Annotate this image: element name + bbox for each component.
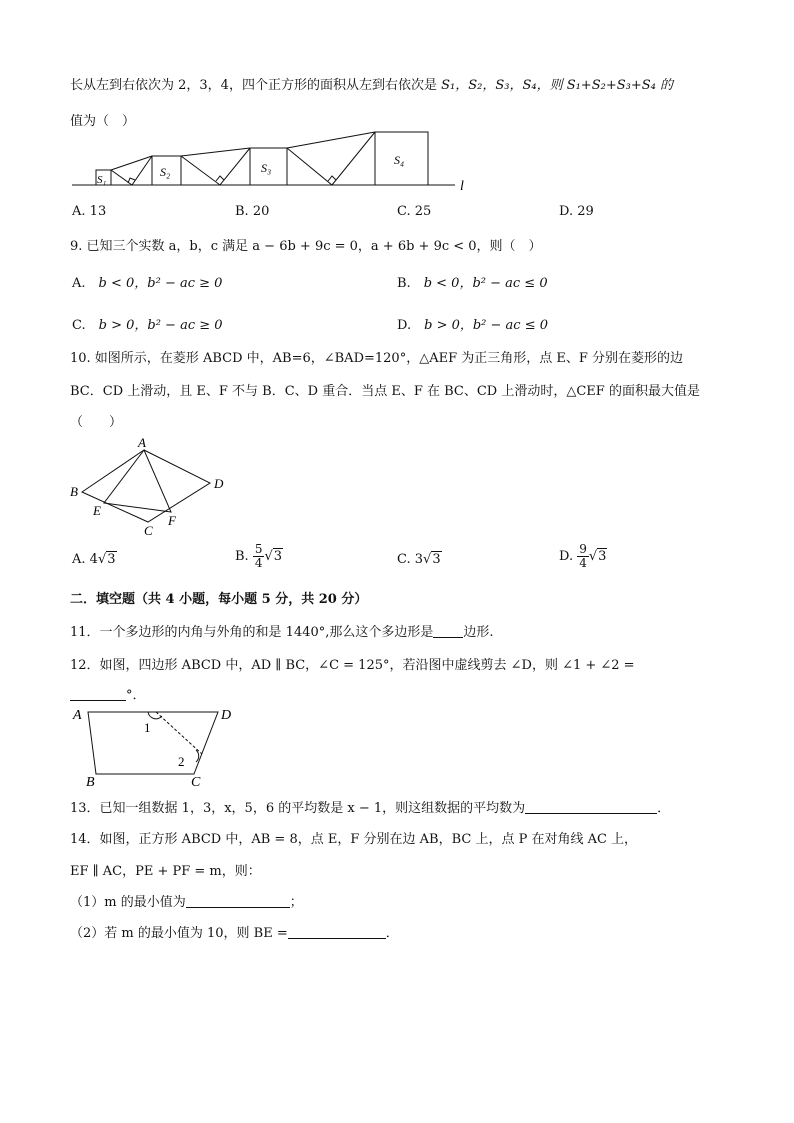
label-angle-2: 2 <box>178 754 185 769</box>
label-s3: S₃ <box>261 161 272 175</box>
rhombus-abcd <box>82 450 210 522</box>
q10-stem-line3: （ ） <box>70 415 123 430</box>
q10-stem-line1: 10. 如图所示，在菱形 ABCD 中，AB=6，∠BAD=120°，△AEF 为正三角形，点 E、F 分别在菱形的边 <box>70 351 683 366</box>
label-c: C <box>191 775 201 790</box>
label-s2: S₂ <box>160 165 171 179</box>
label-a: A <box>138 435 146 450</box>
label-b: B <box>70 484 78 499</box>
q8-stem-line2: 值为（ ） <box>70 114 136 129</box>
label-d: D <box>214 476 224 491</box>
q10-rhombus-figure <box>64 432 244 542</box>
label-d: D <box>221 708 232 723</box>
q14-part2-answer-blank[interactable] <box>288 926 386 939</box>
label-b: B <box>86 775 95 790</box>
q8-option-a: A. 13 <box>72 204 107 219</box>
q8-option-d: D. 29 <box>559 204 594 219</box>
q11-answer-blank[interactable] <box>433 625 463 638</box>
label-angle-1: 1 <box>144 720 151 735</box>
q14-part1: （1）m 的最小值为 ； <box>70 895 303 910</box>
q9-option-b: B. b < 0，b² − ac ≤ 0 <box>397 276 548 291</box>
q8-option-b: B. 20 <box>235 204 270 219</box>
label-c: C <box>144 523 153 538</box>
q12-answer-blank[interactable] <box>70 688 126 701</box>
q12-answer-line: °． <box>70 684 146 703</box>
label-e: E <box>93 503 101 518</box>
label-l: l <box>460 179 464 194</box>
q11-stem: 11．一个多边形的内角与外角的和是 1440°,那么这个多边形是 边形. <box>70 625 494 640</box>
q13-stem: 13．已知一组数据 1，3，x，5，6 的平均数是 x − 1，则这组数据的平均数为 ． <box>70 801 671 816</box>
q9-stem: 9. 已知三个实数 a，b，c 满足 a − 6b + 9c = 0，a + 6b + 9c < 0，则（ ） <box>70 239 542 254</box>
label-s1: S₁ <box>97 174 107 186</box>
q8-squares-figure <box>70 128 480 196</box>
section2-title: 二．填空题（共 4 小题，每小题 5 分，共 20 分） <box>70 592 368 607</box>
cut-line <box>156 712 202 754</box>
q10-option-c: C. 3√3 <box>397 552 441 567</box>
label-s4: S₄ <box>394 153 405 167</box>
q10-option-b: B. $\frac{5}{4}$ √3 <box>235 542 283 570</box>
q14-stem-line2: EF ∥ AC，PE + PF = m，则： <box>70 864 261 879</box>
q14-part1-answer-blank[interactable] <box>186 895 290 908</box>
q8-option-c: C. 25 <box>397 204 432 219</box>
q10-option-d: D. $\frac{9}{4}$ √3 <box>559 542 607 570</box>
quadrilateral-abcd <box>88 712 218 774</box>
q9-option-a: A. b < 0，b² − ac ≥ 0 <box>72 276 223 291</box>
label-f: F <box>168 513 176 528</box>
label-a: A <box>73 708 82 723</box>
q9-option-c: C. b > 0，b² − ac ≥ 0 <box>72 318 223 333</box>
q13-answer-blank[interactable] <box>525 801 657 814</box>
q8-stem-line1: 长从左到右依次为 2，3，4，四个正方形的面积从左到右依次是 S₁，S₂，S₃，S₄，则 S₁+S₂+S₃+S₄ 的 <box>70 78 673 93</box>
q10-option-a: A. 4√3 <box>72 552 116 567</box>
q14-part2: （2）若 m 的最小值为 10，则 BE = ． <box>70 926 399 941</box>
q10-stem-line2: BC．CD 上滑动，且 E、F 不与 B．C、D 重合．当点 E、F 在 BC、CD 上滑动时，△CEF 的面积最大值是 <box>70 384 700 399</box>
q14-stem-line1: 14．如图，正方形 ABCD 中，AB = 8，点 E，F 分别在边 AB，BC 上，点 P 在对角线 AC 上， <box>70 832 638 847</box>
q12-stem: 12．如图，四边形 ABCD 中，AD ∥ BC，∠C = 125°，若沿图中虚线剪去 ∠D，则 ∠1 + ∠2 = <box>70 658 635 673</box>
q12-quadrilateral-figure <box>68 702 248 790</box>
triangle-aef <box>104 450 171 512</box>
q9-option-d: D. b > 0，b² − ac ≤ 0 <box>397 318 549 333</box>
